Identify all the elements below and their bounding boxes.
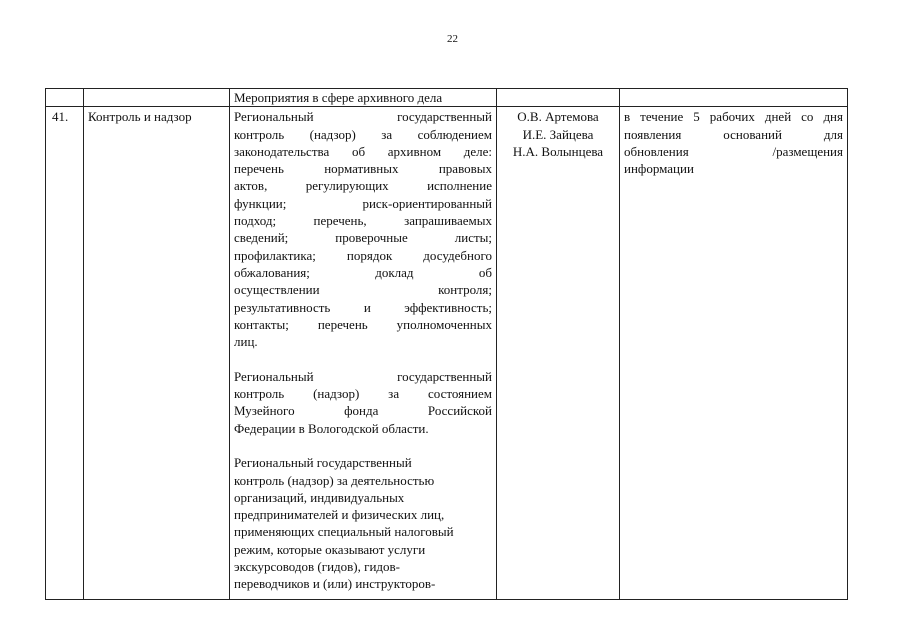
content-line: контроль (надзор) за деятельностью [234, 472, 435, 488]
content-line: Региональный государственный [234, 368, 492, 384]
deadline-line: информации [624, 161, 694, 177]
content-line: контакты; перечень уполномоченных [234, 316, 492, 332]
content-line: осуществлении контроля; [234, 282, 492, 298]
content-line: актов, регулирующих исполнение [234, 178, 492, 194]
content-line: подход; перечень, запрашиваемых [234, 213, 492, 229]
content-line: контроль (надзор) за соблюдением [234, 126, 492, 142]
row-number: 41. [46, 107, 84, 600]
content-line: профилактика; порядок досудебного [234, 247, 492, 263]
table-row [46, 107, 848, 600]
content-line: сведений; проверочные листы; [234, 230, 492, 246]
content-line: Музейного фонда Российской [234, 403, 492, 419]
content-line: режим, которые оказывают услуги [234, 541, 426, 557]
content-line: Региональный государственный [234, 455, 412, 471]
executor-name: И.Е. Зайцева [522, 126, 594, 142]
empty-cell [84, 89, 230, 107]
content-paragraph-2 [234, 368, 492, 437]
measure-content [230, 107, 497, 600]
content-line: переводчиков и (или) инструкторов- [234, 576, 436, 592]
content-line: перечень нормативных правовых [234, 161, 492, 177]
content-paragraph-1 [234, 108, 492, 350]
content-line: организаций, индивидуальных [234, 489, 405, 505]
executor-name: О.В. Артемова [517, 109, 599, 125]
content-line: применяющих специальный налоговый [234, 524, 454, 540]
empty-cell [497, 89, 620, 107]
content-line: результативность и эффективность; [234, 299, 492, 315]
section-header-row [46, 89, 848, 107]
empty-cell [46, 89, 84, 107]
deadline-line: обновления /размещения [624, 143, 843, 159]
content-line: лиц. [234, 334, 258, 350]
content-line: Региональный государственный [234, 109, 492, 125]
content-line: функции; риск-ориентированный [234, 195, 492, 211]
deadline [620, 107, 848, 600]
deadline-line: появления оснований для [624, 126, 843, 142]
content-line: законодательства об архивном деле: [234, 143, 492, 159]
content-paragraph-3 [234, 454, 492, 592]
measures-table [45, 88, 848, 600]
content-line: предпринимателей и физических лиц, [234, 507, 445, 523]
content-line: обжалования; доклад об [234, 264, 492, 280]
deadline-line: в течение 5 рабочих дней со дня [624, 109, 843, 125]
content-line: контроль (надзор) за состоянием [234, 386, 492, 402]
executors [497, 107, 620, 600]
content-line: Федерации в Вологодской области. [234, 420, 429, 436]
executor-name: Н.А. Волынцева [512, 143, 604, 159]
page-number: 22 [447, 33, 458, 45]
section-title: Мероприятия в сфере архивного дела [230, 89, 497, 107]
content-line: экскурсоводов (гидов), гидов- [234, 559, 400, 575]
measure-name: Контроль и надзор [84, 107, 230, 600]
empty-cell [620, 89, 848, 107]
